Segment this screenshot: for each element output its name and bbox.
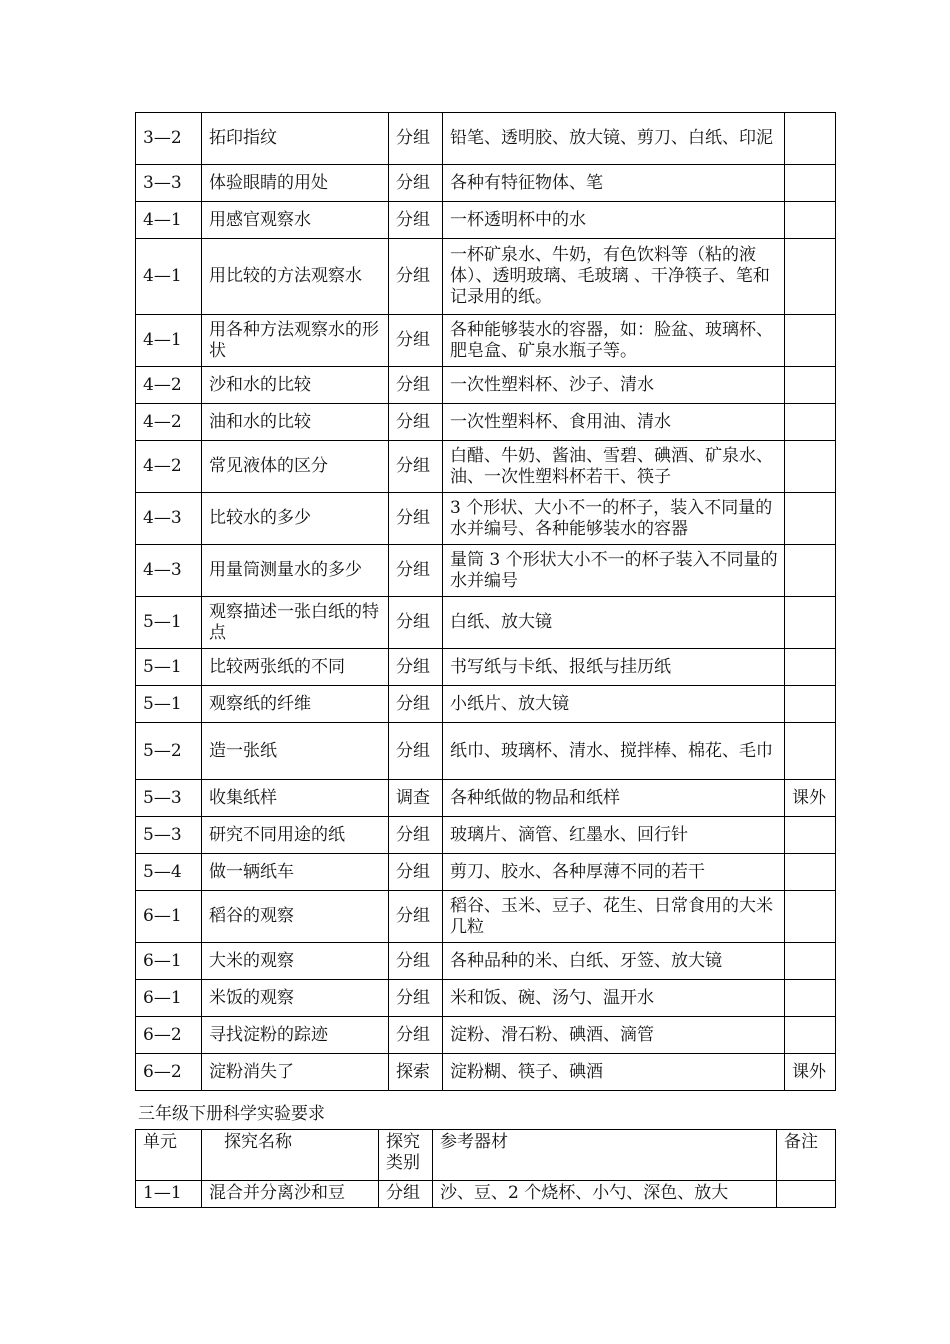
type-cell: 分组 xyxy=(389,441,443,493)
unit-cell: 5—1 xyxy=(136,686,202,723)
type-cell: 分组 xyxy=(389,239,443,315)
unit-cell: 6—1 xyxy=(136,980,202,1017)
materials-cell: 淀粉糊、筷子、碘酒 xyxy=(443,1054,785,1091)
materials-cell: 3 个形状、大小不一的杯子，装入不同量的水并编号、各种能够装水的容器 xyxy=(443,493,785,545)
materials-cell: 各种品种的米、白纸、牙签、放大镜 xyxy=(443,943,785,980)
unit-cell: 6—1 xyxy=(136,943,202,980)
materials-cell: 各种能够装水的容器，如：脸盆、玻璃杯、肥皂盒、矿泉水瓶子等。 xyxy=(443,315,785,367)
note-cell xyxy=(785,441,836,493)
name-cell: 米饭的观察 xyxy=(202,980,389,1017)
unit-cell: 1—1 xyxy=(136,1181,202,1208)
section-caption: 三年级下册科学实验要求 xyxy=(138,1104,325,1124)
unit-cell: 4—3 xyxy=(136,545,202,597)
unit-cell: 6—2 xyxy=(136,1017,202,1054)
name-cell: 比较水的多少 xyxy=(202,493,389,545)
note-cell xyxy=(785,817,836,854)
unit-cell: 6—2 xyxy=(136,1054,202,1091)
type-cell: 分组 xyxy=(389,817,443,854)
table-row xyxy=(136,649,836,686)
materials-cell: 一次性塑料杯、沙子、清水 xyxy=(443,367,785,404)
table-row xyxy=(136,854,836,891)
table-row xyxy=(136,597,836,649)
materials-cell: 各种纸做的物品和纸样 xyxy=(443,780,785,817)
name-cell: 用各种方法观察水的形状 xyxy=(202,315,389,367)
name-cell: 造一张纸 xyxy=(202,723,389,780)
table-row xyxy=(136,1054,836,1091)
type-cell: 分组 xyxy=(389,649,443,686)
table-row xyxy=(136,113,836,165)
note-cell xyxy=(785,723,836,780)
table-row xyxy=(136,1181,836,1208)
table-row xyxy=(136,980,836,1017)
materials-cell: 一杯透明杯中的水 xyxy=(443,202,785,239)
note-cell: 课外 xyxy=(785,780,836,817)
materials-cell: 一次性塑料杯、食用油、清水 xyxy=(443,404,785,441)
experiment-table-1 xyxy=(135,112,836,1091)
note-cell xyxy=(785,404,836,441)
table-row xyxy=(136,315,836,367)
type-cell: 调查 xyxy=(389,780,443,817)
note-cell xyxy=(785,686,836,723)
unit-cell: 5—3 xyxy=(136,817,202,854)
type-cell: 探索 xyxy=(389,1054,443,1091)
name-cell: 比较两张纸的不同 xyxy=(202,649,389,686)
name-cell: 油和水的比较 xyxy=(202,404,389,441)
header-type: 探究类别 xyxy=(379,1130,433,1181)
materials-cell: 铅笔、透明胶、放大镜、剪刀、白纸、印泥 xyxy=(443,113,785,165)
note-cell xyxy=(785,165,836,202)
materials-cell: 纸巾、玻璃杯、清水、搅拌棒、棉花、毛巾 xyxy=(443,723,785,780)
unit-cell: 5—2 xyxy=(136,723,202,780)
materials-cell: 各种有特征物体、笔 xyxy=(443,165,785,202)
name-cell: 稻谷的观察 xyxy=(202,891,389,943)
experiment-table-2 xyxy=(135,1129,836,1208)
unit-cell: 4—3 xyxy=(136,493,202,545)
header-materials: 参考器材 xyxy=(433,1130,777,1181)
name-cell: 常见液体的区分 xyxy=(202,441,389,493)
table-row xyxy=(136,239,836,315)
unit-cell: 5—1 xyxy=(136,649,202,686)
unit-cell: 4—2 xyxy=(136,441,202,493)
type-cell: 分组 xyxy=(389,545,443,597)
table-row xyxy=(136,545,836,597)
table-header-row xyxy=(136,1130,836,1181)
materials-cell: 一杯矿泉水、牛奶，有色饮料等（粘的液体）、透明玻璃、毛玻璃 、干净筷子、笔和记录用的纸。 xyxy=(443,239,785,315)
type-cell: 分组 xyxy=(389,980,443,1017)
unit-cell: 3—3 xyxy=(136,165,202,202)
type-cell: 分组 xyxy=(389,493,443,545)
table-1-body xyxy=(136,113,836,1091)
name-cell: 用量筒测量水的多少 xyxy=(202,545,389,597)
name-cell: 拓印指纹 xyxy=(202,113,389,165)
table-row xyxy=(136,686,836,723)
materials-cell: 沙、豆、2 个烧杯、小勺、深色、放大 xyxy=(433,1181,777,1208)
name-cell: 研究不同用途的纸 xyxy=(202,817,389,854)
type-cell: 分组 xyxy=(389,597,443,649)
table-row xyxy=(136,780,836,817)
type-cell: 分组 xyxy=(389,113,443,165)
table-row xyxy=(136,891,836,943)
unit-cell: 4—1 xyxy=(136,202,202,239)
type-cell: 分组 xyxy=(389,367,443,404)
type-cell: 分组 xyxy=(389,891,443,943)
note-cell xyxy=(785,943,836,980)
unit-cell: 4—2 xyxy=(136,404,202,441)
table-row xyxy=(136,367,836,404)
note-cell xyxy=(785,239,836,315)
type-cell: 分组 xyxy=(389,202,443,239)
unit-cell: 5—1 xyxy=(136,597,202,649)
type-cell: 分组 xyxy=(389,404,443,441)
name-cell: 用比较的方法观察水 xyxy=(202,239,389,315)
name-cell: 观察描述一张白纸的特点 xyxy=(202,597,389,649)
name-cell: 沙和水的比较 xyxy=(202,367,389,404)
table-row xyxy=(136,943,836,980)
note-cell: 课外 xyxy=(785,1054,836,1091)
materials-cell: 白纸、放大镜 xyxy=(443,597,785,649)
type-cell: 分组 xyxy=(389,1017,443,1054)
name-cell: 做一辆纸车 xyxy=(202,854,389,891)
name-cell: 寻找淀粉的踪迹 xyxy=(202,1017,389,1054)
materials-cell: 白醋、牛奶、酱油、雪碧、碘酒、矿泉水、油、一次性塑料杯若干、筷子 xyxy=(443,441,785,493)
note-cell xyxy=(785,1017,836,1054)
type-cell: 分组 xyxy=(389,943,443,980)
note-cell xyxy=(785,597,836,649)
materials-cell: 淀粉、滑石粉、碘酒、滴管 xyxy=(443,1017,785,1054)
unit-cell: 5—4 xyxy=(136,854,202,891)
table-row xyxy=(136,723,836,780)
table-row xyxy=(136,404,836,441)
type-cell: 分组 xyxy=(389,854,443,891)
table-row xyxy=(136,441,836,493)
name-cell: 混合并分离沙和豆 xyxy=(202,1181,379,1208)
name-cell: 用感官观察水 xyxy=(202,202,389,239)
type-cell: 分组 xyxy=(389,723,443,780)
header-note: 备注 xyxy=(777,1130,836,1181)
note-cell xyxy=(777,1181,836,1208)
type-cell: 分组 xyxy=(389,686,443,723)
note-cell xyxy=(785,367,836,404)
table-2-body xyxy=(136,1130,836,1208)
table-row xyxy=(136,202,836,239)
header-unit: 单元 xyxy=(136,1130,202,1181)
note-cell xyxy=(785,545,836,597)
note-cell xyxy=(785,315,836,367)
materials-cell: 量筒 3 个形状大小不一的杯子装入不同量的水并编号 xyxy=(443,545,785,597)
unit-cell: 4—2 xyxy=(136,367,202,404)
materials-cell: 剪刀、胶水、各种厚薄不同的若干 xyxy=(443,854,785,891)
table-row xyxy=(136,493,836,545)
type-cell: 分组 xyxy=(389,315,443,367)
note-cell xyxy=(785,493,836,545)
materials-cell: 米和饭、碗、汤勺、温开水 xyxy=(443,980,785,1017)
type-cell: 分组 xyxy=(389,165,443,202)
name-cell: 观察纸的纤维 xyxy=(202,686,389,723)
note-cell xyxy=(785,202,836,239)
table-row xyxy=(136,817,836,854)
unit-cell: 3—2 xyxy=(136,113,202,165)
type-cell: 分组 xyxy=(379,1181,433,1208)
name-cell: 淀粉消失了 xyxy=(202,1054,389,1091)
materials-cell: 稻谷、玉米、豆子、花生、日常食用的大米几粒 xyxy=(443,891,785,943)
name-cell: 收集纸样 xyxy=(202,780,389,817)
name-cell: 大米的观察 xyxy=(202,943,389,980)
materials-cell: 小纸片、放大镜 xyxy=(443,686,785,723)
note-cell xyxy=(785,854,836,891)
note-cell xyxy=(785,113,836,165)
unit-cell: 5—3 xyxy=(136,780,202,817)
header-name: 探究名称 xyxy=(202,1130,379,1181)
name-cell: 体验眼睛的用处 xyxy=(202,165,389,202)
note-cell xyxy=(785,891,836,943)
note-cell xyxy=(785,649,836,686)
materials-cell: 玻璃片、滴管、红墨水、回行针 xyxy=(443,817,785,854)
unit-cell: 4—1 xyxy=(136,239,202,315)
note-cell xyxy=(785,980,836,1017)
unit-cell: 6—1 xyxy=(136,891,202,943)
table-row xyxy=(136,165,836,202)
table-row xyxy=(136,1017,836,1054)
unit-cell: 4—1 xyxy=(136,315,202,367)
materials-cell: 书写纸与卡纸、报纸与挂历纸 xyxy=(443,649,785,686)
